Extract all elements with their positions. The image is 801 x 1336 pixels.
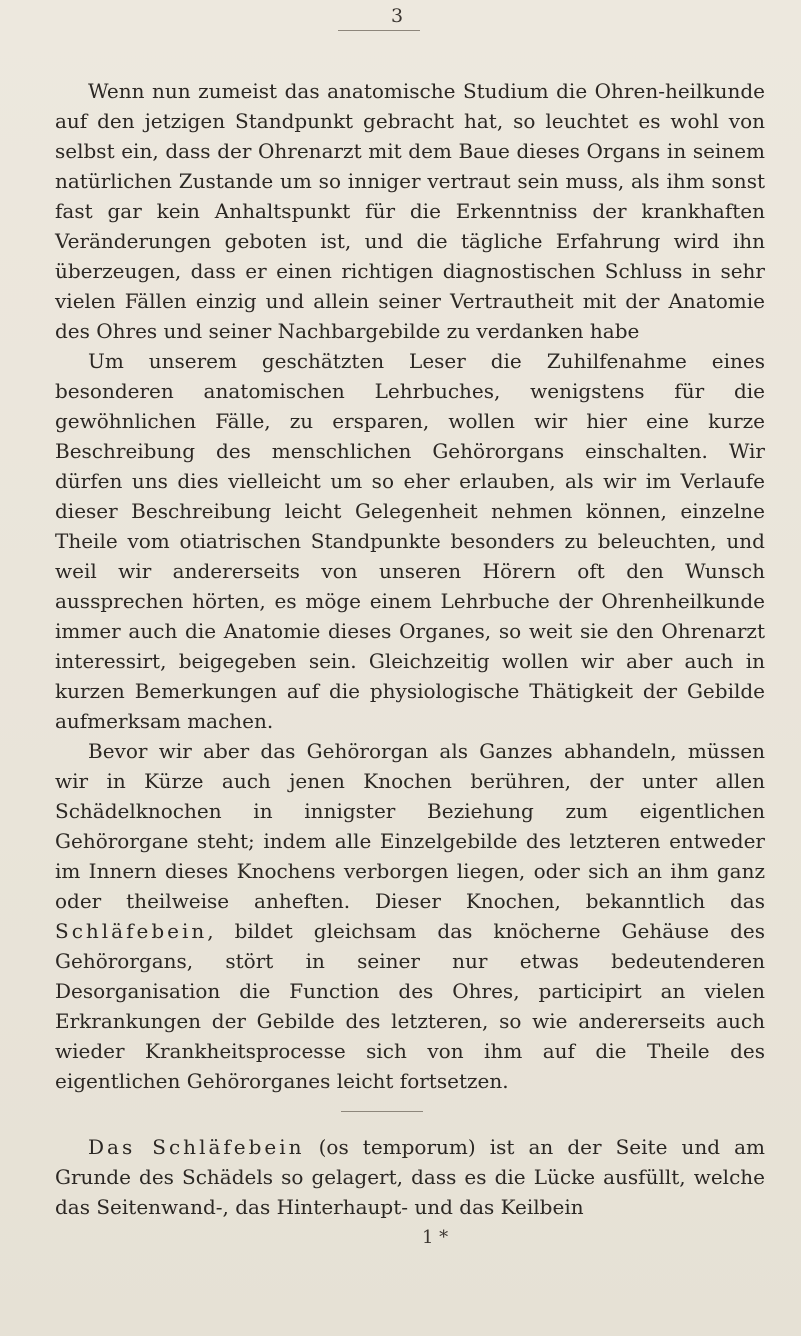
main-text-block xyxy=(55,76,765,1096)
paragraph-ohrenheilkunde: Wenn nun zumeist das anatomische Studium die Ohren-heilkunde auf den jetzigen Standpunkt gebracht hat, so leuchtet es wohl von selbst ein, dass der Ohrenarzt mit dem Baue dieses Organs in seinem natürlichen Zustande um so inniger vertraut sein muss, als ihm sonst fast gar kein Anhaltspunkt für die Erkenntniss der krankhaften Veränderungen geboten ist, und die tägliche Erfahrung wird ihn überzeugen, dass er einen richtigen diagnostischen Schluss in sehr vielen Fällen einzig und allein seiner Vertrautheit mit der Anatomie des Ohres und seiner Nachbargebilde zu verdanken habe xyxy=(55,79,765,343)
term-schlaefebein: Schläfebein xyxy=(55,919,208,943)
section-divider xyxy=(341,1111,423,1112)
paragraph-schlaefebein-intro xyxy=(55,736,765,1096)
section-text-block xyxy=(55,1132,765,1222)
paragraph4-text-after: (os temporum) ist an der Seite und am Grunde des Schädels so gelagert, dass es die Lücke ausfüllt, welche das Seitenwand-, das Hinterhaupt- und das Keilbein xyxy=(55,1135,765,1219)
paragraph-os-temporum xyxy=(55,1132,765,1222)
paragraph-lehrbuch: Um unserem geschätzten Leser die Zuhilfenahme eines besonderen anatomischen Lehrbuches, wenigstens für die gewöhnlichen Fälle, zu ersparen, wollen wir hier eine kurze Beschreibung des menschlichen Gehörorgans einschalten. Wir dürfen uns dies vielleicht um so eher erlauben, als wir im Verlaufe dieser Beschreibung leicht Gelegenheit nehmen können, einzelne Theile vom otiatrischen Standpunkte besonders zu beleuchten, und weil wir andererseits von unseren Hörern oft den Wunsch aussprechen hörten, es möge einem Lehrbuche der Ohrenheilkunde immer auch die Anatomie dieses Organes, so weit sie den Ohrenarzt interessirt, beigegeben sein. Gleichzeitig wollen wir aber auch in kurzen Bemerkungen auf die physiologische Thätigkeit der Gebilde aufmerksam machen. xyxy=(55,349,765,733)
paragraph3-text-before: Bevor wir aber das Gehörorgan als Ganzes abhandeln, müssen wir in Kürze auch jenen Knochen berühren, der unter allen Schädelknochen in innigster Beziehung zum eigentlichen Gehörorgane steht; indem alle Einzelgebilde des letzteren entweder im Innern dieses Knochens verborgen liegen, oder sich an ihm ganz oder theilweise anheften. Dieser Knochen, bekanntlich das xyxy=(55,739,765,913)
term-das-schlaefebein: Das Schläfebein xyxy=(88,1135,305,1159)
header-rule xyxy=(338,30,420,31)
page-number: 3 xyxy=(390,5,404,27)
signature-mark: 1 * xyxy=(422,1227,449,1248)
paragraph3-text-after: , bildet gleichsam das knöcherne Gehäuse des Gehörorgans, stört in seiner nur etwas bedeutenderen Desorganisation die Function des Ohres, participirt an vielen Erkrankungen der Gebilde des letzteren, so wie andererseits auch wieder Krankheitsprocesse sich von ihm auf die Theile des eigentlichen Gehörorganes leicht fortsetzen. xyxy=(55,919,765,1093)
